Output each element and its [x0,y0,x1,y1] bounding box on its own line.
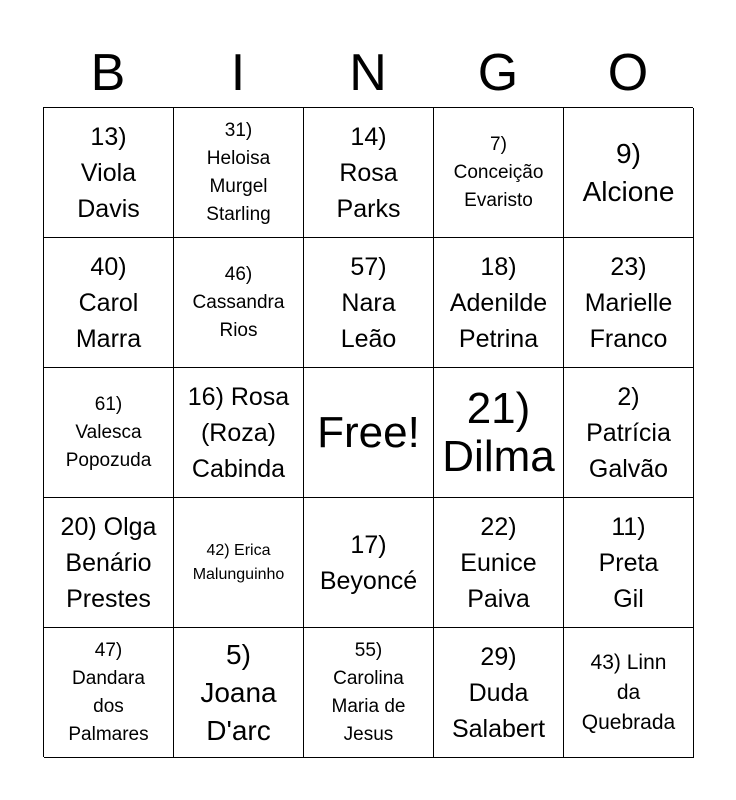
bingo-cell[interactable] [304,238,434,368]
bingo-cell[interactable] [44,108,174,238]
bingo-cell[interactable] [174,108,304,238]
bingo-grid [43,107,693,757]
bingo-cell[interactable] [44,628,174,758]
bingo-cell-label: 18) Adenilde Petrina [449,252,548,353]
bingo-cell-label: 29) Duda Salabert [451,642,546,743]
bingo-cell[interactable] [434,238,564,368]
bingo-cell-label: 22) Eunice Paiva [460,512,537,613]
bingo-cell[interactable] [564,368,694,498]
bingo-cell[interactable] [434,498,564,628]
bingo-cell-label: 16) Rosa (Roza) Cabinda [187,382,290,483]
bingo-cell[interactable] [564,628,694,758]
bingo-cell-label: 47) Dandara dos Palmares [68,639,149,745]
bingo-cell-label: 20) Olga Benário Prestes [60,512,157,613]
bingo-cell[interactable] [174,628,304,758]
bingo-cell[interactable] [434,368,564,498]
header-letter-g: G [477,44,519,102]
bingo-cell-label: 55) Carolina Maria de Jesus [331,639,406,745]
bingo-cell-label: 13) Viola Davis [77,122,140,223]
bingo-cell[interactable] [564,108,694,238]
bingo-cell-label: 42) Erica Malunguinho [192,541,285,583]
bingo-cell-label: 40) Carol Marra [75,252,142,353]
bingo-cell[interactable] [564,498,694,628]
bingo-cell[interactable] [304,108,434,238]
bingo-cell-label: 21) Dilma [442,383,555,481]
bingo-cell-label: Free! [317,407,420,457]
bingo-cell[interactable] [564,238,694,368]
bingo-cell-label: 43) Linn da Quebrada [581,650,676,734]
bingo-cell[interactable] [174,368,304,498]
bingo-cell-label: 14) Rosa Parks [336,122,401,223]
header-letter-i: I [230,44,246,102]
bingo-cell-label: 61) Valesca Popozuda [65,393,152,471]
bingo-cell-label: 2) Patrícia Galvão [586,382,671,483]
free-space-cell[interactable] [304,368,434,498]
bingo-header [43,38,693,108]
header-letter-n: N [349,44,387,102]
bingo-cell[interactable] [434,108,564,238]
header-letter-b: B [90,44,126,102]
bingo-cell[interactable] [44,368,174,498]
bingo-cell[interactable] [304,628,434,758]
bingo-cell-label: 7) Conceição Evaristo [453,133,544,211]
bingo-cell[interactable] [434,628,564,758]
bingo-cell[interactable] [44,238,174,368]
bingo-cell[interactable] [304,498,434,628]
bingo-cell-label: 11) Preta Gil [598,512,659,613]
bingo-cell-label: 9) Alcione [582,137,675,207]
bingo-cell-label: 5) Joana D'arc [200,638,277,746]
bingo-cell-label: 57) Nara Leão [340,252,397,353]
bingo-cell-label: 23) Marielle Franco [584,252,673,353]
bingo-cell-label: 17) Beyoncé [319,530,418,595]
bingo-cell[interactable] [44,498,174,628]
bingo-cell-label: 31) Heloisa Murgel Starling [206,119,271,225]
bingo-cell[interactable] [174,238,304,368]
bingo-cell[interactable] [174,498,304,628]
bingo-cell-label: 46) Cassandra Rios [192,263,285,341]
header-letter-o: O [607,44,649,102]
